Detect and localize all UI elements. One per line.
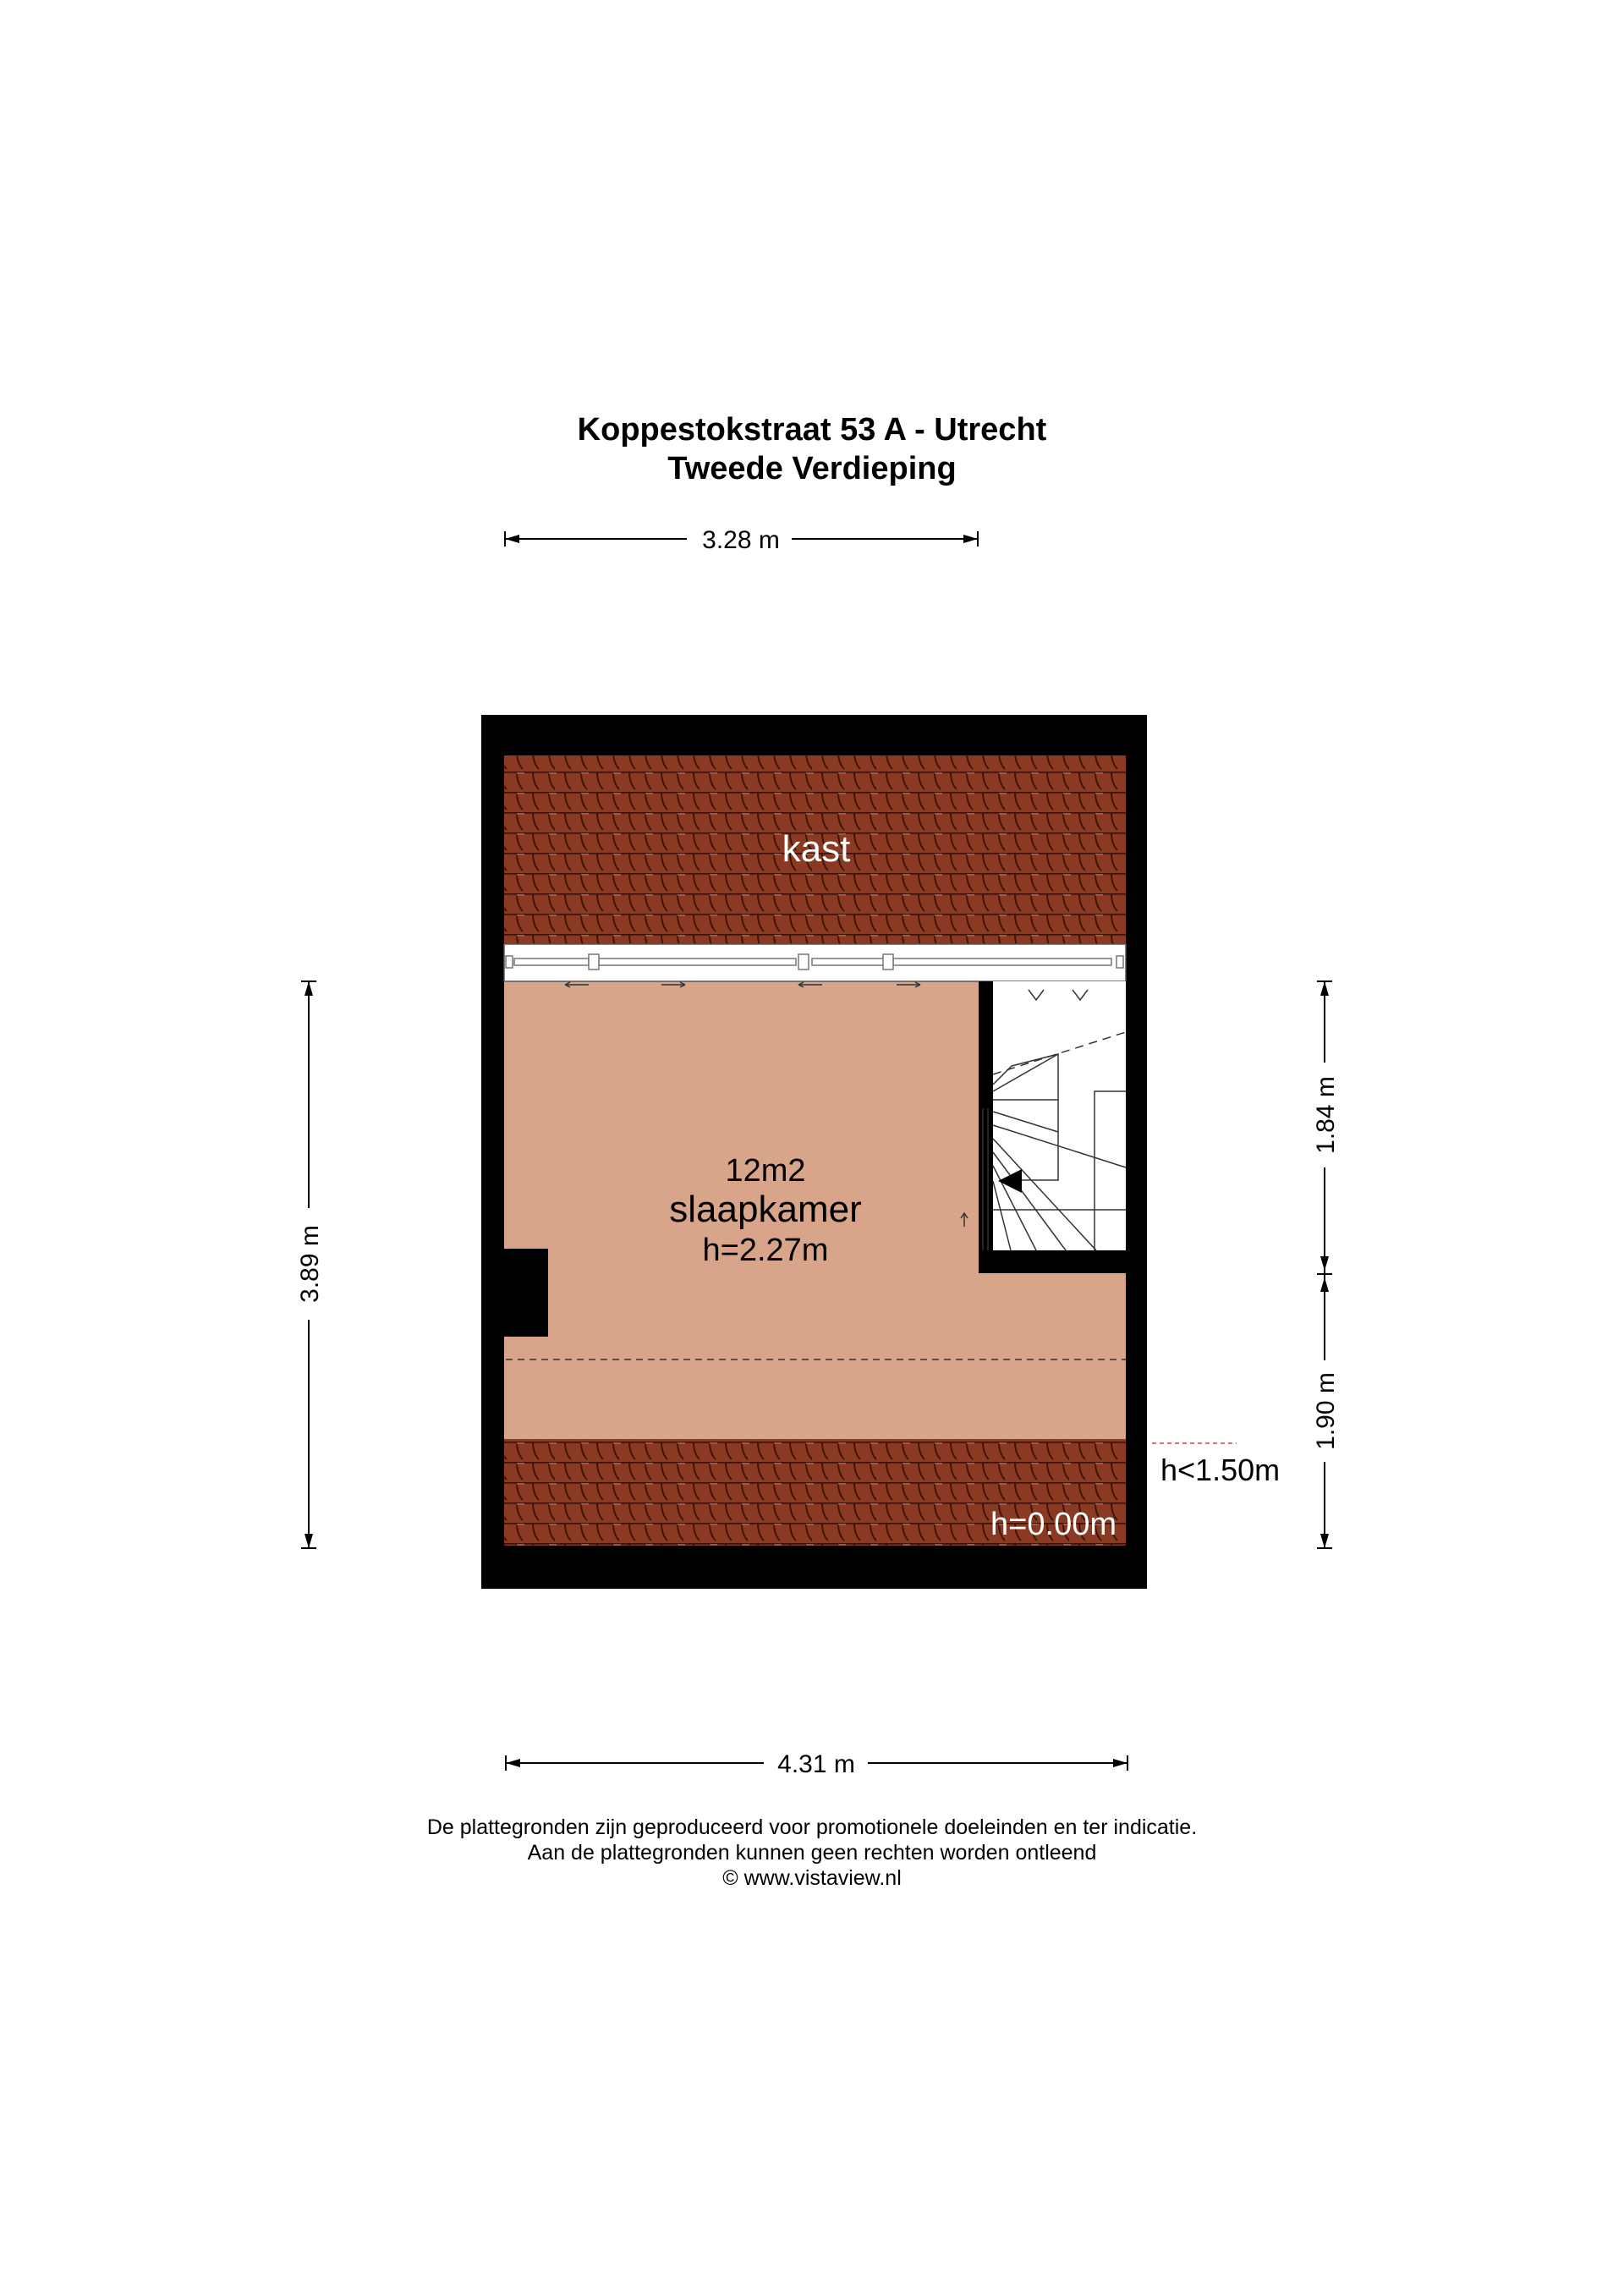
arrow-up-icon: [1320, 1277, 1329, 1292]
dimension-bottom-label: 4.31 m: [777, 1750, 855, 1778]
room-name: slaapkamer: [669, 1189, 862, 1230]
stair-wall-horizontal: [979, 1250, 1126, 1273]
floor-title: Tweede Verdieping: [667, 451, 957, 486]
room-height: h=2.27m: [702, 1233, 829, 1268]
disclaimer-line-2: Aan de plattegronden kunnen geen rechten worden ontleend: [527, 1841, 1097, 1865]
kast-label: kast: [782, 828, 851, 870]
stair-wall-vertical: [979, 981, 993, 1273]
arrow-left-icon: [505, 535, 519, 543]
arrow-up-icon: [304, 981, 313, 996]
arrow-right-icon: [963, 535, 978, 543]
arrow-right-icon: [1113, 1759, 1127, 1767]
address-title: Koppestokstraat 53 A - Utrecht: [577, 412, 1047, 448]
arrow-down-icon: [1320, 1534, 1329, 1548]
arrow-up-icon: [1320, 981, 1329, 996]
arrow-down-icon: [1320, 1256, 1329, 1271]
dimension-left-label: 3.89 m: [296, 1225, 324, 1303]
arrow-down-icon: [304, 1534, 313, 1548]
zero-height-label: h=0.00m: [990, 1507, 1116, 1542]
dimension-top-label: 3.28 m: [702, 526, 780, 554]
dimension-right-upper-label: 1.84 m: [1312, 1076, 1340, 1154]
dimension-right-lower-label: 1.90 m: [1312, 1372, 1340, 1450]
room-area: 12m2: [725, 1153, 806, 1189]
arrow-left-icon: [506, 1759, 520, 1767]
low-height-label: h<1.50m: [1160, 1453, 1281, 1487]
wardrobe-sliding-doors: [504, 944, 1126, 987]
copyright-line: © www.vistaview.nl: [722, 1866, 902, 1890]
chimney-block: [504, 1249, 548, 1337]
disclaimer-line-1: De plattegronden zijn geproduceerd voor promotionele doeleinden en ter indicatie.: [426, 1815, 1198, 1839]
